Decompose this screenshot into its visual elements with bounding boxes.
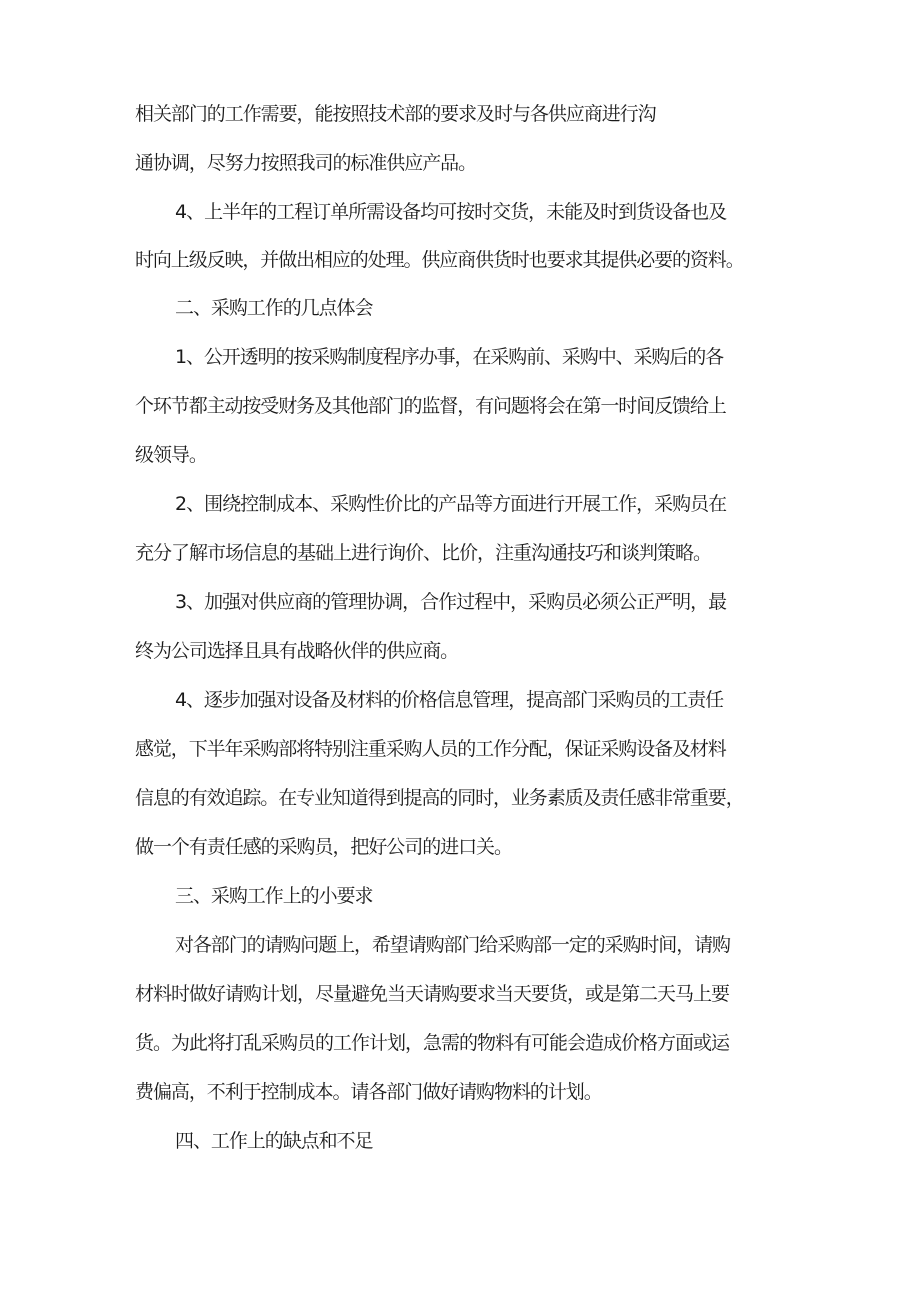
paragraph-line: 通协调，尽努力按照我司的标准供应产品。 <box>135 152 477 174</box>
paragraph-line: 做一个有责任感的采购员，把好公司的进口关。 <box>135 836 512 858</box>
paragraph-line: 充分了解市场信息的基础上进行询价、比价，注重沟通技巧和谈判策略。 <box>135 542 712 564</box>
paragraph-line: 时向上级反映，并做出相应的处理。供应商供货时也要求其提供必要的资料。 <box>135 249 744 271</box>
section-heading: 二、采购工作的几点体会 <box>175 297 373 319</box>
paragraph-line: 对各部门的请购问题上，希望请购部门给采购部一定的采购时间，请购 <box>175 934 730 956</box>
paragraph-line: 4、上半年的工程订单所需设备均可按时交货，未能及时到货设备也及 <box>175 201 727 223</box>
paragraph-line: 个环节都主动按受财务及其他部门的监督，有问题将会在第一时间反馈给上 <box>135 395 726 417</box>
paragraph-line: 3、加强对供应商的管理协调，合作过程中，采购员必须公正严明，最 <box>175 591 727 613</box>
paragraph-line: 2、围绕控制成本、采购性价比的产品等方面进行开展工作，采购员在 <box>175 493 727 515</box>
paragraph-line: 感觉，下半年采购部将特别注重采购人员的工作分配，保证采购设备及材料 <box>135 738 726 760</box>
paragraph-line: 信息的有效追踪。在专业知道得到提高的同时，业务素质及责任感非常重要， <box>135 787 744 809</box>
section-heading: 四、工作上的缺点和不足 <box>175 1130 373 1152</box>
paragraph-line: 4、逐步加强对设备及材料的价格信息管理，提高部门采购员的工责任 <box>175 689 723 711</box>
paragraph-line: 材料时做好请购计划，尽量避免当天请购要求当天要货，或是第二天马上要 <box>135 983 730 1005</box>
paragraph-line: 相关部门的工作需要，能按照技术部的要求及时与各供应商进行沟 <box>135 103 656 125</box>
paragraph-line: 费偏高，不利于控制成本。请各部门做好请购物料的计划。 <box>135 1081 602 1103</box>
paragraph-line: 1、公开透明的按采购制度程序办事，在采购前、采购中、采购后的各 <box>175 346 723 368</box>
paragraph-line: 终为公司选择且具有战略伙伴的供应商。 <box>135 640 459 662</box>
paragraph-line: 级领导。 <box>135 444 207 466</box>
section-heading: 三、采购工作上的小要求 <box>175 885 373 907</box>
paragraph-line: 货。为此将打乱采购员的工作计划，急需的物料有可能会造成价格方面或运 <box>135 1032 730 1054</box>
